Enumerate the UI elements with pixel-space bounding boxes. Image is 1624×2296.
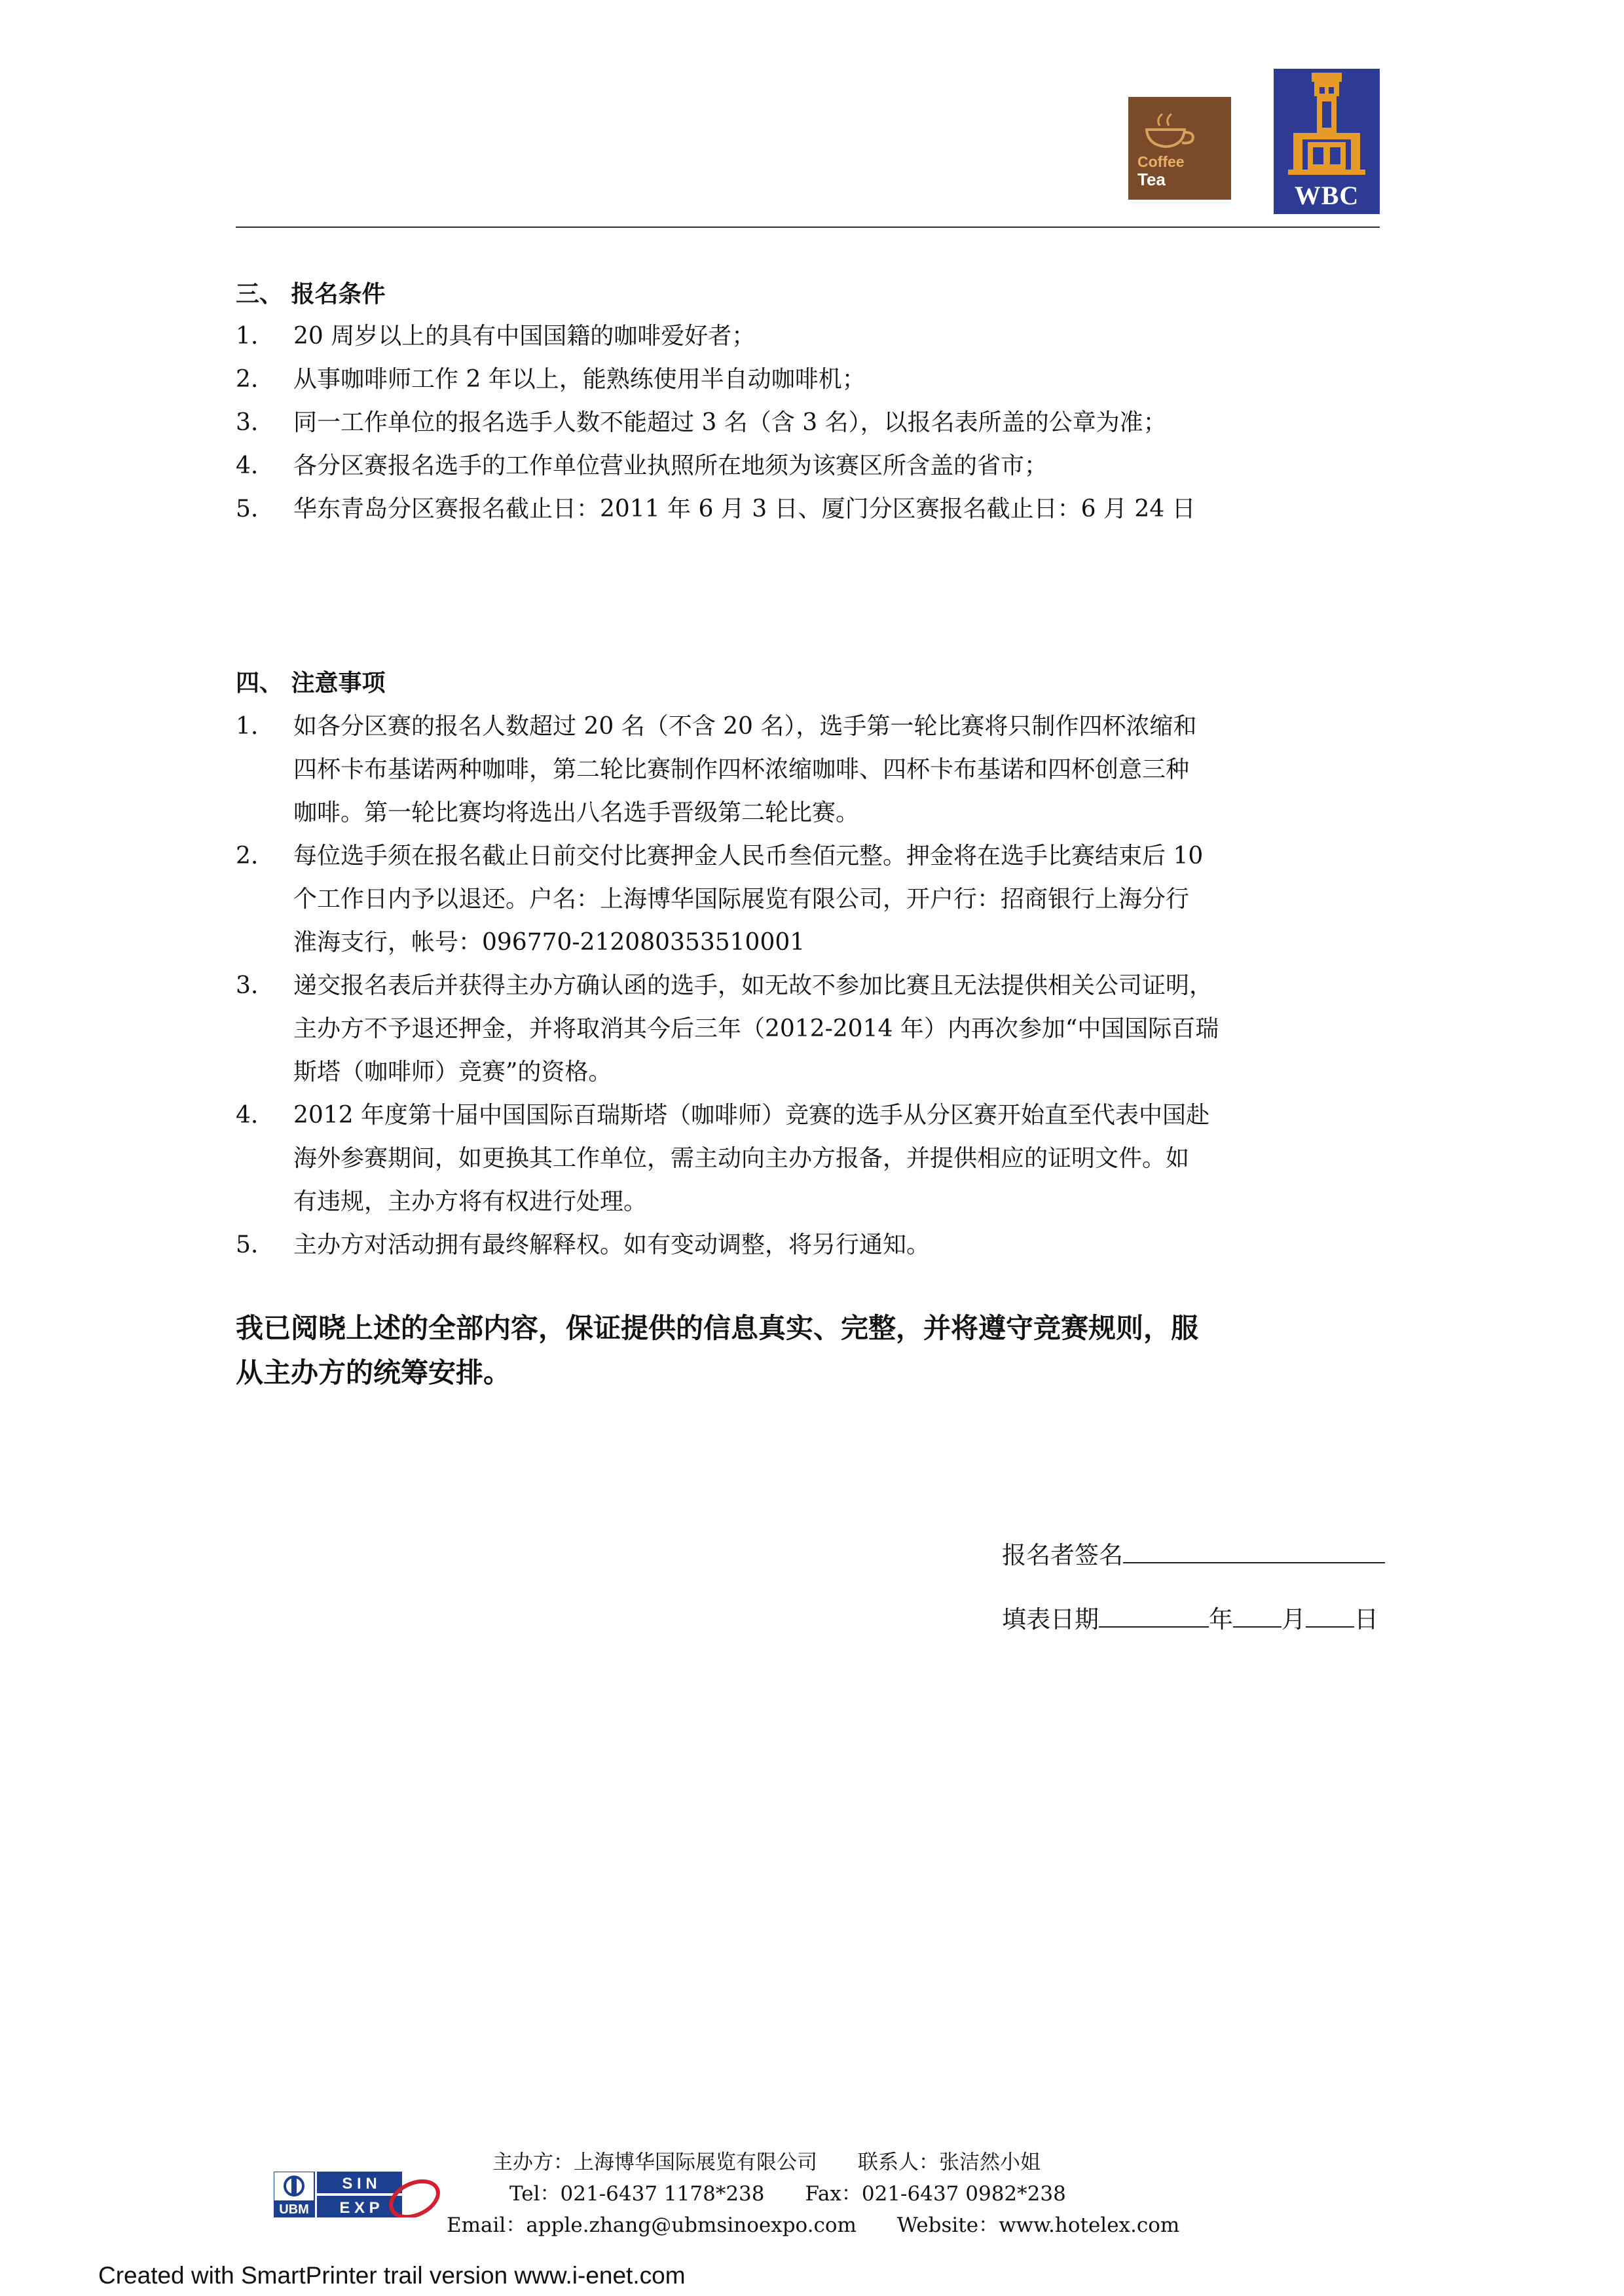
section4-item-number: 3. xyxy=(236,972,259,999)
section4-item-text: 咖啡。第一轮比赛均将选出八名选手晋级第二轮比赛。 xyxy=(293,799,860,826)
section4-item-text: 如各分区赛的报名人数超过 20 名（不含 20 名），选手第一轮比赛将只制作四杯浓缩和 xyxy=(293,713,1197,740)
signer-signature-label: 报名者签名 xyxy=(1002,1541,1123,1569)
section3-title: 三、 报名条件 xyxy=(236,281,386,308)
wbc-logo-text: WBC xyxy=(1294,181,1359,210)
coffee-cup-icon xyxy=(1140,111,1219,153)
section3-item-number: 2. xyxy=(236,366,259,393)
fill-date-label: 填表日期 xyxy=(1002,1605,1099,1633)
footer-organizer: 主办方：上海博华国际展览有限公司 联系人：张洁然小姐 xyxy=(492,2151,1041,2174)
tea-logo-text: Tea xyxy=(1137,170,1166,189)
tamper-trophy-icon xyxy=(1274,69,1380,180)
section4-item-text: 斯塔（咖啡师）竞赛”的资格。 xyxy=(293,1059,612,1085)
section4-item-text: 淮海支行，帐号：096770-212080353510001 xyxy=(293,929,805,956)
section3-item-number: 5. xyxy=(236,496,259,522)
section4-item-text: 主办方对活动拥有最终解释权。如有变动调整，将另行通知。 xyxy=(293,1231,931,1258)
year-label: 年 xyxy=(1209,1605,1233,1633)
wbc-logo xyxy=(1274,69,1380,214)
section4-item-number: 4. xyxy=(236,1102,259,1129)
watermark-text: Created with SmartPrinter trail version www.i-enet.com xyxy=(98,2262,686,2289)
day-label: 日 xyxy=(1354,1605,1378,1633)
section4-item-text: 四杯卡布基诺两种咖啡，第二轮比赛制作四杯浓缩咖啡、四杯卡布基诺和四杯创意三种 xyxy=(293,756,1190,783)
signer-signature-field[interactable] xyxy=(1002,1537,1385,1574)
footer-phone-fax: Tel：021-6437 1178*238 Fax：021-6437 0982*238 xyxy=(509,2182,1066,2206)
coffee-logo-text: Coffee xyxy=(1137,153,1185,170)
signature-blank[interactable] xyxy=(1123,1539,1385,1563)
section3-item-text: 各分区赛报名选手的工作单位营业执照所在地须为该赛区所含盖的省市； xyxy=(293,452,1048,479)
section4-item-text: 2012 年度第十届中国国际百瑞斯塔（咖啡师）竞赛的选手从分区赛开始直至代表中国赴 xyxy=(293,1102,1210,1129)
year-blank[interactable] xyxy=(1099,1603,1209,1628)
section3-item-number: 4. xyxy=(236,452,259,479)
exp-text: E X P xyxy=(339,2199,380,2217)
footer-email-website: Email：apple.zhang@ubmsinoexpo.com Website：www.hotelex.com xyxy=(447,2214,1180,2237)
section4-item-text: 每位选手须在报名截止日前交付比赛押金人民币叁佰元整。押金将在选手比赛结束后 10 xyxy=(293,843,1204,869)
ubm-text: UBM xyxy=(279,2202,309,2217)
fill-date-field[interactable] xyxy=(1002,1601,1378,1638)
header-divider xyxy=(236,227,1380,228)
sin-text: S I N xyxy=(342,2175,377,2193)
coffee-tea-logo xyxy=(1128,97,1231,200)
section4-title: 四、 注意事项 xyxy=(236,670,386,697)
section4-item-text: 海外参赛期间，如更换其工作单位，需主动向主办方报备，并提供相应的证明文件。如 xyxy=(293,1145,1190,1172)
section4-item-number: 2. xyxy=(236,843,259,869)
section4-item-number: 5. xyxy=(236,1231,259,1258)
month-blank[interactable] xyxy=(1233,1603,1282,1628)
ubm-sinoexpo-logo xyxy=(274,2172,442,2217)
section4-item-number: 1. xyxy=(236,713,259,740)
section3-item-text: 同一工作单位的报名选手人数不能超过 3 名（含 3 名），以报名表所盖的公章为准； xyxy=(293,409,1167,436)
declaration-line: 我已阅晓上述的全部内容，保证提供的信息真实、完整，并将遵守竞赛规则，服 xyxy=(236,1312,1199,1344)
section4-item-text: 个工作日内予以退还。户名：上海博华国际展览有限公司，开户行：招商银行上海分行 xyxy=(293,886,1190,913)
section4-item-text: 有违规，主办方将有权进行处理。 xyxy=(293,1188,648,1215)
declaration-line: 从主办方的统筹安排。 xyxy=(236,1357,511,1389)
section3-item-text: 从事咖啡师工作 2 年以上，能熟练使用半自动咖啡机； xyxy=(293,366,866,393)
month-label: 月 xyxy=(1282,1605,1306,1633)
section3-item-text: 20 周岁以上的具有中国国籍的咖啡爱好者； xyxy=(293,323,756,350)
day-blank[interactable] xyxy=(1306,1603,1354,1628)
section3-item-text: 华东青岛分区赛报名截止日：2011 年 6 月 3 日、厦门分区赛报名截止日：6 月 24 日 xyxy=(293,496,1196,522)
section4-item-text: 主办方不予退还押金，并将取消其今后三年（2012-2014 年）内再次参加“中国国际百瑞 xyxy=(293,1015,1219,1042)
section3-item-number: 1. xyxy=(236,323,259,350)
section3-item-number: 3. xyxy=(236,409,259,436)
section4-item-text: 递交报名表后并获得主办方确认函的选手，如无故不参加比赛且无法提供相关公司证明， xyxy=(293,972,1213,999)
